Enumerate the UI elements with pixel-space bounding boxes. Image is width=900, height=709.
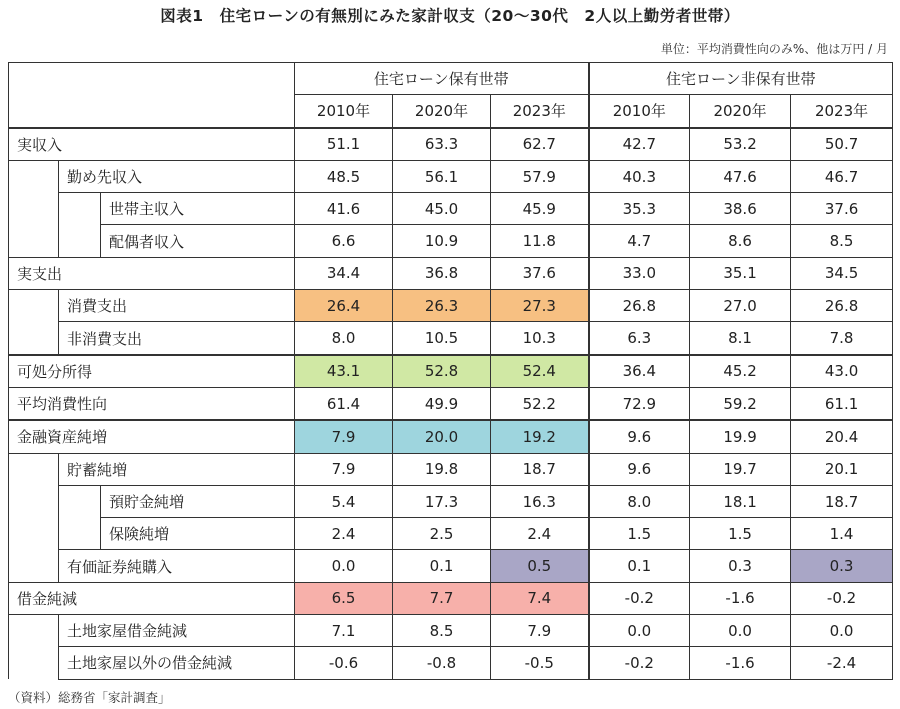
cell-value: -0.2 xyxy=(589,582,690,614)
table-row xyxy=(9,193,893,225)
cell-value: 6.6 xyxy=(295,225,393,257)
cell-value: 4.7 xyxy=(589,225,690,257)
row-label: 実支出 xyxy=(9,257,295,289)
row-label: 預貯金純増 xyxy=(101,485,295,517)
cell-value: 16.3 xyxy=(491,485,589,517)
cell-value: 2.5 xyxy=(393,518,491,550)
cell-value: 46.7 xyxy=(791,160,893,192)
cell-value: 27.0 xyxy=(690,290,791,322)
table-row xyxy=(9,355,893,388)
cell-value: 9.6 xyxy=(589,453,690,485)
cell-value: 26.8 xyxy=(589,290,690,322)
cell-value: 1.5 xyxy=(589,518,690,550)
row-label: 土地家屋以外の借金純減 xyxy=(59,647,295,679)
indent-spacer xyxy=(9,453,59,582)
table-row xyxy=(9,322,893,355)
cell-value: 38.6 xyxy=(690,193,791,225)
cell-value: 20.4 xyxy=(791,420,893,453)
cell-value-highlight: 26.4 xyxy=(295,290,393,322)
cell-value: 9.6 xyxy=(589,420,690,453)
indent-spacer xyxy=(59,485,101,550)
cell-value: 63.3 xyxy=(393,128,491,161)
cell-value: 36.8 xyxy=(393,257,491,289)
cell-value: 45.9 xyxy=(491,193,589,225)
table-row xyxy=(9,485,893,517)
indent-spacer xyxy=(9,290,59,355)
cell-value: 19.9 xyxy=(690,420,791,453)
source-note: （資料）総務省「家計調査」 xyxy=(8,690,171,705)
row-label: 勤め先収入 xyxy=(59,160,295,192)
cell-value: 18.7 xyxy=(791,485,893,517)
cell-value: 8.0 xyxy=(295,322,393,355)
cell-value-highlight: 0.3 xyxy=(791,550,893,582)
cell-value: 37.6 xyxy=(491,257,589,289)
row-label: 金融資産純増 xyxy=(9,420,295,453)
cell-value: 48.5 xyxy=(295,160,393,192)
cell-value-highlight: 0.5 xyxy=(491,550,589,582)
cell-value: 49.9 xyxy=(393,387,491,420)
cell-value: 2.4 xyxy=(295,518,393,550)
table-row xyxy=(9,582,893,614)
row-label: 世帯主収入 xyxy=(101,193,295,225)
cell-value: -0.5 xyxy=(491,647,589,679)
cell-value: 50.7 xyxy=(791,128,893,161)
row-label: 土地家屋借金純減 xyxy=(59,615,295,647)
cell-value: 56.1 xyxy=(393,160,491,192)
indent-spacer xyxy=(9,615,59,680)
cell-value-highlight: 7.4 xyxy=(491,582,589,614)
header-year: 2020年 xyxy=(690,95,791,128)
cell-value: 0.1 xyxy=(589,550,690,582)
header-year: 2010年 xyxy=(295,95,393,128)
cell-value: 43.0 xyxy=(791,355,893,388)
header-blank xyxy=(9,63,295,128)
table-row xyxy=(9,453,893,485)
cell-value: -2.4 xyxy=(791,647,893,679)
cell-value: 10.9 xyxy=(393,225,491,257)
cell-value: 7.9 xyxy=(491,615,589,647)
cell-value: 33.0 xyxy=(589,257,690,289)
table-row xyxy=(9,225,893,257)
cell-value: 0.0 xyxy=(690,615,791,647)
indent-spacer xyxy=(9,160,59,257)
table-row xyxy=(9,290,893,322)
cell-value: 11.8 xyxy=(491,225,589,257)
cell-value: 8.0 xyxy=(589,485,690,517)
cell-value: 57.9 xyxy=(491,160,589,192)
cell-value: -0.2 xyxy=(589,647,690,679)
cell-value: 8.5 xyxy=(393,615,491,647)
cell-value: 1.5 xyxy=(690,518,791,550)
page-title: 図表1 住宅ローンの有無別にみた家計収支（20～30代 2人以上勤労者世帯） xyxy=(160,7,740,25)
cell-value: 72.9 xyxy=(589,387,690,420)
row-label: 消費支出 xyxy=(59,290,295,322)
cell-value: 18.1 xyxy=(690,485,791,517)
cell-value: 45.0 xyxy=(393,193,491,225)
cell-value: 0.0 xyxy=(295,550,393,582)
cell-value: 5.4 xyxy=(295,485,393,517)
header-year: 2020年 xyxy=(393,95,491,128)
cell-value: -1.6 xyxy=(690,582,791,614)
cell-value: 10.5 xyxy=(393,322,491,355)
cell-value: -0.8 xyxy=(393,647,491,679)
cell-value: 7.8 xyxy=(791,322,893,355)
cell-value: 8.6 xyxy=(690,225,791,257)
cell-value: 26.8 xyxy=(791,290,893,322)
table-row xyxy=(9,128,893,161)
cell-value-highlight: 19.2 xyxy=(491,420,589,453)
cell-value: 0.1 xyxy=(393,550,491,582)
cell-value: -1.6 xyxy=(690,647,791,679)
row-label: 借金純減 xyxy=(9,582,295,614)
cell-value: 47.6 xyxy=(690,160,791,192)
cell-value: 52.2 xyxy=(491,387,589,420)
cell-value: 45.2 xyxy=(690,355,791,388)
table-row xyxy=(9,518,893,550)
table-row xyxy=(9,387,893,420)
row-label: 平均消費性向 xyxy=(9,387,295,420)
table-row xyxy=(9,257,893,289)
cell-value: -0.2 xyxy=(791,582,893,614)
row-label: 配偶者収入 xyxy=(101,225,295,257)
cell-value-highlight: 7.9 xyxy=(295,420,393,453)
table-row xyxy=(9,160,893,192)
cell-value: 0.0 xyxy=(791,615,893,647)
row-label: 非消費支出 xyxy=(59,322,295,355)
cell-value-highlight: 26.3 xyxy=(393,290,491,322)
cell-value: 20.1 xyxy=(791,453,893,485)
cell-value: 35.3 xyxy=(589,193,690,225)
cell-value: 40.3 xyxy=(589,160,690,192)
table-row xyxy=(9,550,893,582)
cell-value: 10.3 xyxy=(491,322,589,355)
cell-value: 19.7 xyxy=(690,453,791,485)
cell-value-highlight: 52.8 xyxy=(393,355,491,388)
cell-value: 37.6 xyxy=(791,193,893,225)
header-group-with-loan: 住宅ローン保有世帯 xyxy=(295,63,589,95)
row-label: 有価証券純購入 xyxy=(59,550,295,582)
cell-value-highlight: 6.5 xyxy=(295,582,393,614)
cell-value: 62.7 xyxy=(491,128,589,161)
cell-value: 2.4 xyxy=(491,518,589,550)
cell-value: 51.1 xyxy=(295,128,393,161)
header-year: 2010年 xyxy=(589,95,690,128)
row-label: 可処分所得 xyxy=(9,355,295,388)
table-row xyxy=(9,615,893,647)
cell-value-highlight: 20.0 xyxy=(393,420,491,453)
cell-value-highlight: 7.7 xyxy=(393,582,491,614)
cell-value: 41.6 xyxy=(295,193,393,225)
indent-spacer xyxy=(59,193,101,258)
cell-value: 19.8 xyxy=(393,453,491,485)
row-label: 貯蓄純増 xyxy=(59,453,295,485)
cell-value-highlight: 27.3 xyxy=(491,290,589,322)
cell-value-highlight: 52.4 xyxy=(491,355,589,388)
cell-value: 36.4 xyxy=(589,355,690,388)
cell-value: 0.0 xyxy=(589,615,690,647)
cell-value: 8.5 xyxy=(791,225,893,257)
row-label: 実収入 xyxy=(9,128,295,161)
cell-value: 61.4 xyxy=(295,387,393,420)
header-year: 2023年 xyxy=(791,95,893,128)
cell-value: 7.9 xyxy=(295,453,393,485)
row-label: 保険純増 xyxy=(101,518,295,550)
cell-value: 6.3 xyxy=(589,322,690,355)
cell-value: 18.7 xyxy=(491,453,589,485)
cell-value-highlight: 43.1 xyxy=(295,355,393,388)
header-year: 2023年 xyxy=(491,95,589,128)
header-group-without-loan: 住宅ローン非保有世帯 xyxy=(589,63,893,95)
cell-value: 1.4 xyxy=(791,518,893,550)
cell-value: 53.2 xyxy=(690,128,791,161)
table-row xyxy=(9,647,893,679)
cell-value: 8.1 xyxy=(690,322,791,355)
cell-value: 34.4 xyxy=(295,257,393,289)
household-budget-table xyxy=(8,62,893,680)
cell-value: 7.1 xyxy=(295,615,393,647)
cell-value: 0.3 xyxy=(690,550,791,582)
unit-note: 単位：平均消費性向のみ%、他は万円 / 月 xyxy=(660,42,888,56)
cell-value: 34.5 xyxy=(791,257,893,289)
cell-value: 59.2 xyxy=(690,387,791,420)
table-row xyxy=(9,420,893,453)
cell-value: 35.1 xyxy=(690,257,791,289)
cell-value: -0.6 xyxy=(295,647,393,679)
cell-value: 61.1 xyxy=(791,387,893,420)
cell-value: 17.3 xyxy=(393,485,491,517)
cell-value: 42.7 xyxy=(589,128,690,161)
